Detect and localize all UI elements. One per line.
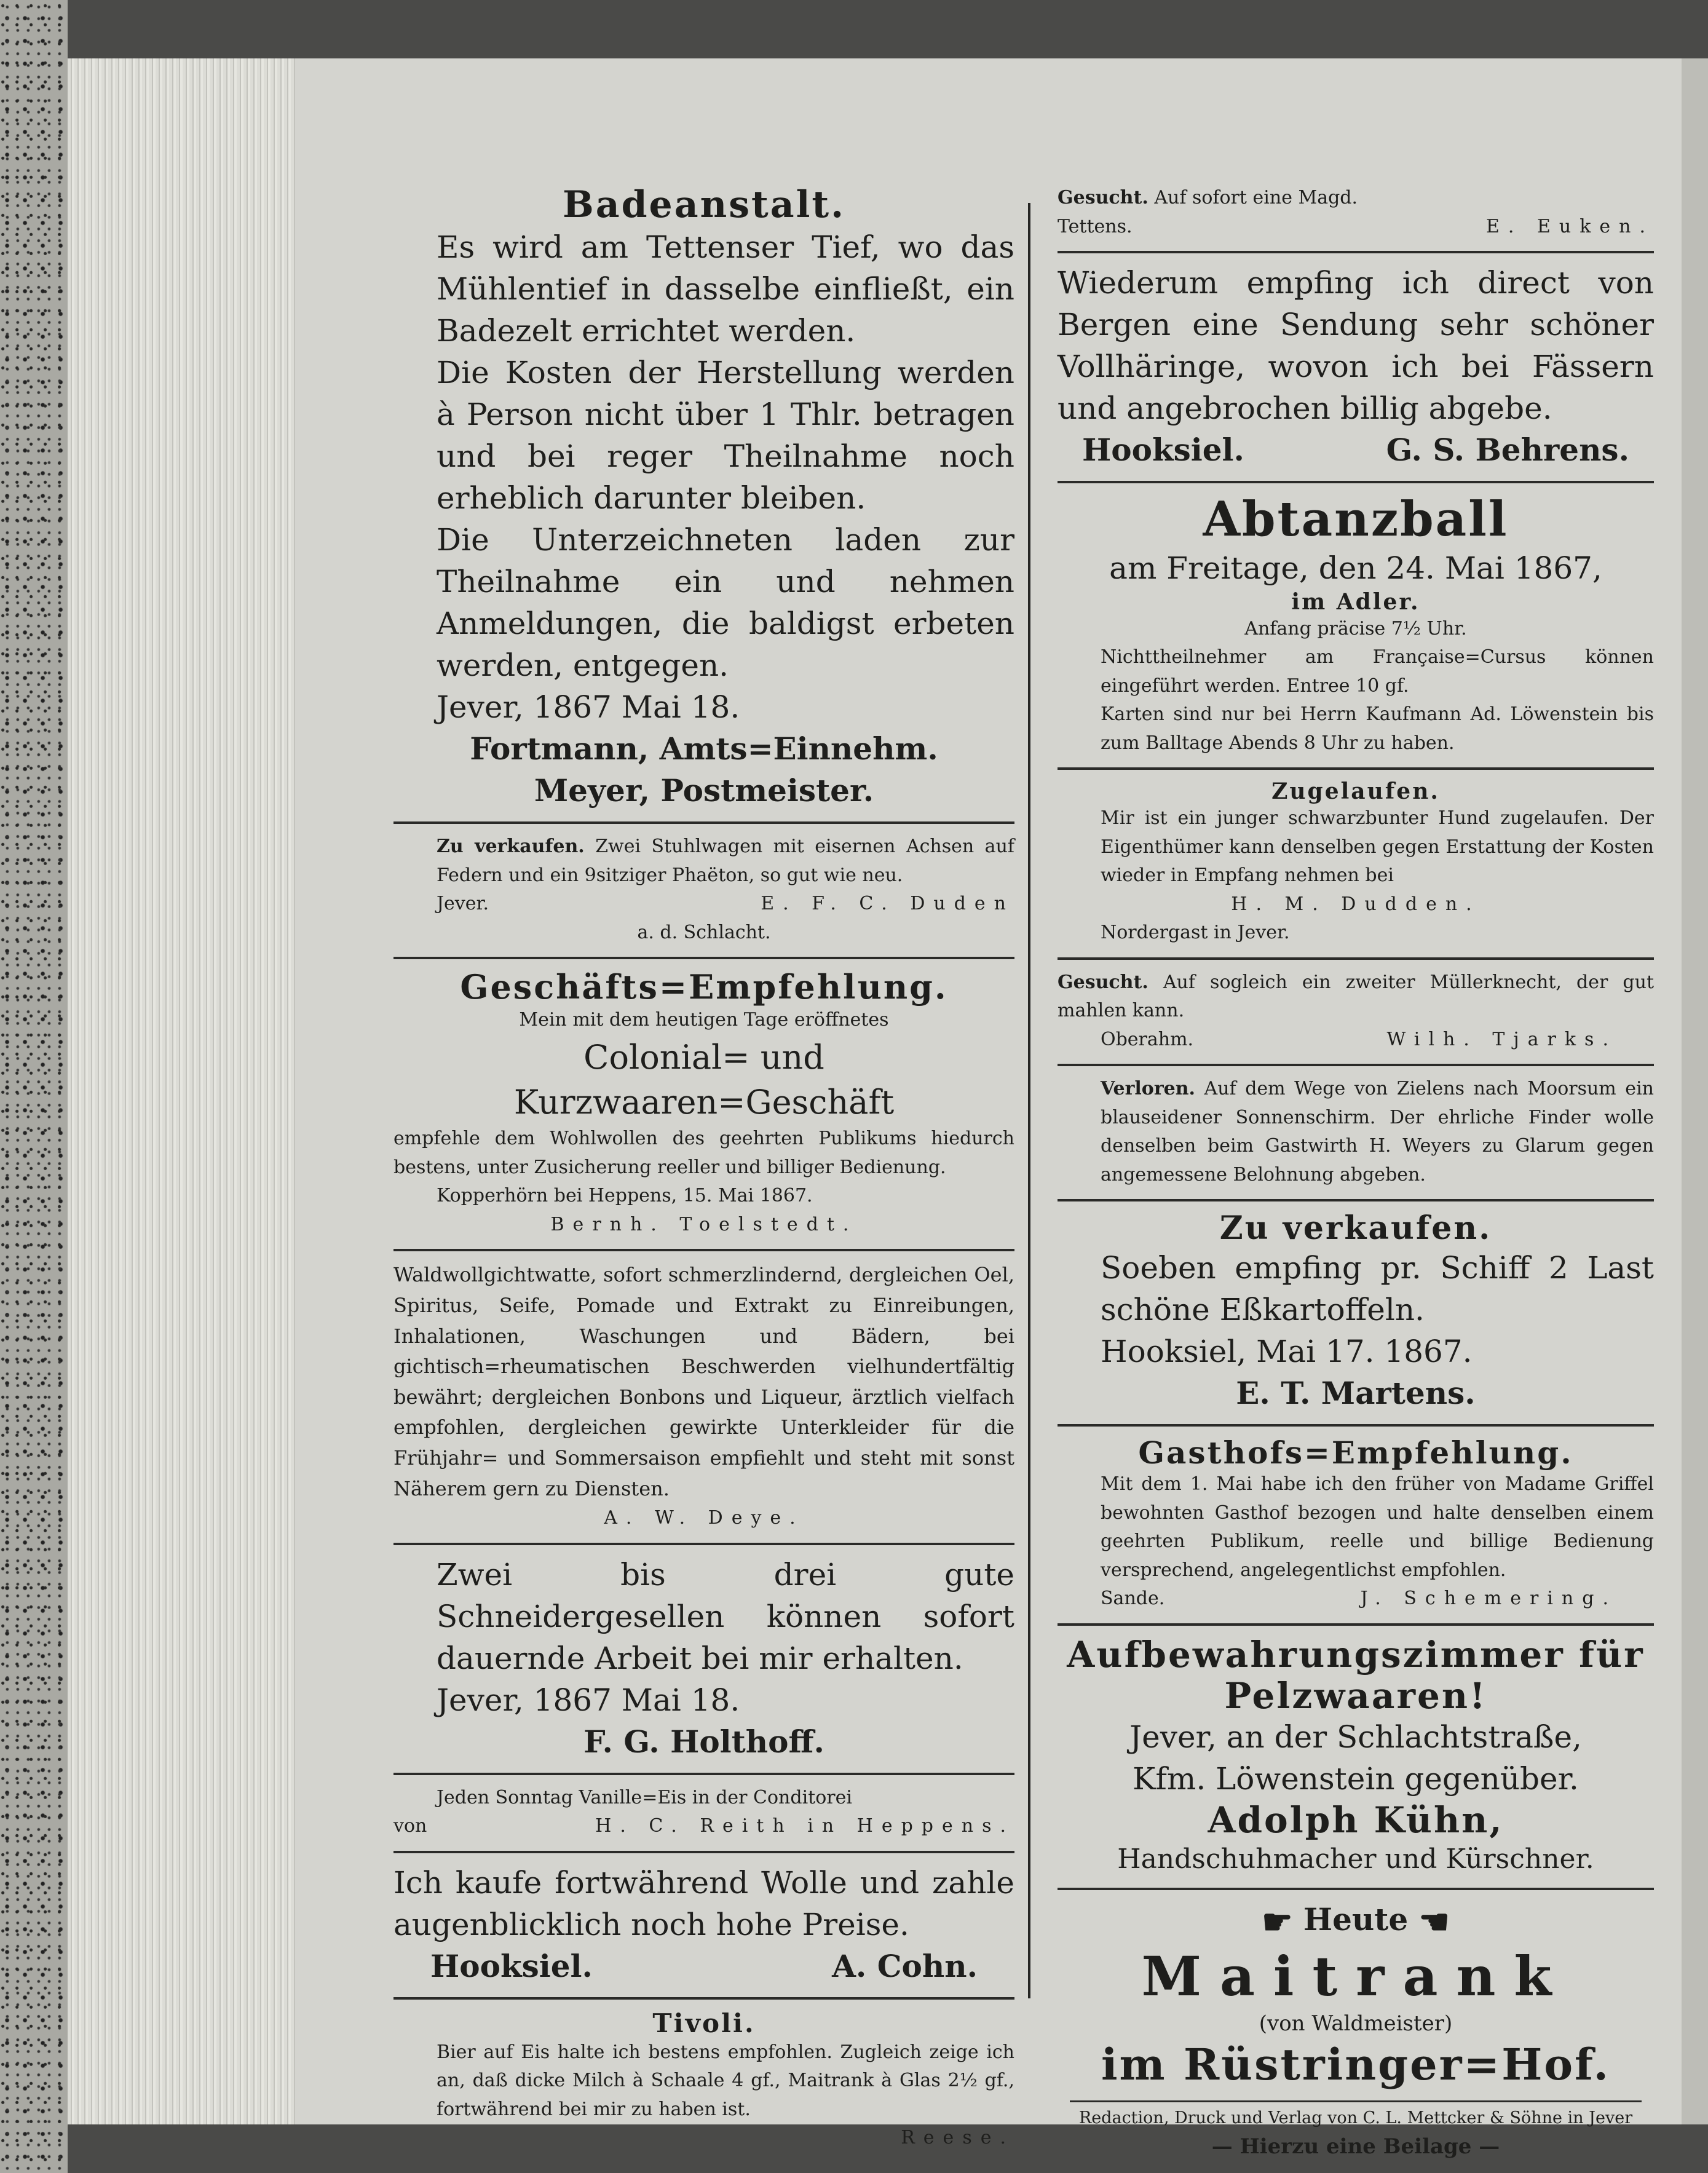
pointing-hand-icon: ☚ [1418, 1901, 1450, 1942]
ad-title: Badeanstalt. [563, 183, 845, 226]
ad-text: Zwei bis drei gute Schneidergesellen können sofort dauernde Arbeit bei mir erhalten. [437, 1556, 1014, 1676]
ad-name: H. M. Dudden. [1231, 893, 1481, 915]
facing-page-edge [1682, 58, 1708, 2124]
ad-name: E. F. C. Duden [761, 893, 1014, 914]
ad-trade: Handschuhmacher und Kürschner. [1117, 1843, 1594, 1875]
ad-gasthof [1058, 1427, 1654, 1626]
ad-intro: Mein mit dem heutigen Tage eröffnetes [519, 1009, 889, 1031]
ad-date: Kopperhörn bei Heppens, 15. Mai 1867. [437, 1185, 813, 1207]
ad-subtitle: (von Waldmeister) [1259, 2011, 1453, 2036]
ad-vanille [393, 1775, 1014, 1853]
ad-name: Wilh. Tjarks. [1386, 1028, 1617, 1050]
ad-waldwoll [393, 1251, 1014, 1545]
ad-paragraph: Es wird am Tettenser Tief, wo das Mühlentief in dasselbe einfließt, ein Badezelt errichtet werden. [437, 229, 1014, 349]
left-column [393, 175, 1014, 2163]
ad-text: Mir ist ein junger schwarzbunter Hund zugelaufen. Der Eigenthümer kann denselben gegen Erstattung der Kosten wieder in Empfang nehmen bei [1101, 807, 1654, 887]
ad-place: Sande. [1101, 1588, 1165, 1610]
ad-text: Nichttheilnehmer am Française=Cursus können eingeführt werden. Entree 10 gf. [1101, 646, 1654, 697]
ad-place: Jever. [437, 893, 489, 914]
ad-paragraph: Die Kosten der Herstellung werden à Person nicht über 1 Thlr. betragen und bei reger Theilnahme noch erheblich darunter bleiben. [437, 355, 1014, 516]
ad-zugelaufen [1058, 770, 1654, 960]
ad-name: E. Euken. [1486, 215, 1654, 237]
ad-signature: Meyer, Postmeister. [534, 772, 874, 809]
ad-text: Auf sogleich ein zweiter Müllerknecht, der gut mahlen kann. [1058, 971, 1655, 1022]
ad-heading: Zu verkaufen. [437, 836, 585, 857]
ad-tivoli [393, 2000, 1014, 2163]
ad-text: Ich kaufe fortwährend Wolle und zahle augenblicklich noch hohe Preise. [393, 1864, 1014, 1942]
ad-heading: Gesucht. [1058, 971, 1149, 993]
right-column [1058, 175, 1654, 2172]
ad-text: Soeben empfing pr. Schiff 2 Last schöne Eßkartoffeln. [1101, 1249, 1654, 1328]
book-page-edges [68, 58, 295, 2124]
imprint: Redaction, Druck und Verlag von C. L. Mettcker & Söhne in Jever [1078, 2108, 1633, 2128]
ad-date: Jever, 1867 Mai 18. [437, 689, 740, 725]
ad-name: J. Schemering. [1360, 1588, 1617, 1610]
ad-schneider [393, 1545, 1014, 1775]
ad-text: Zwei Stuhlwagen mit eisernen Achsen auf Federn und ein 9sitziger Phaëton, so gut wie neu. [437, 836, 1014, 886]
ad-geschaeft [393, 959, 1014, 1251]
ad-zu-verkaufen [393, 824, 1014, 959]
ad-gesucht-magd [1058, 175, 1654, 253]
ad-text: empfehle dem Wohlwollen des geehrten Publikums hiedurch bestens, unter Zusicherung reeller und billiger Bedienung. [393, 1128, 1014, 1178]
ad-title: Abtanzball [1203, 491, 1509, 547]
ad-place: Hooksiel. [1082, 432, 1244, 468]
ad-text: Wiederum empfing ich direct von Bergen eine Sendung sehr schöner Vollhäringe, wovon ich bei Fässern und angebrochen billig abgebe. [1058, 265, 1654, 426]
column-divider [1028, 203, 1030, 1998]
ad-name: G. S. Behrens. [1386, 432, 1629, 468]
ad-text: Jeden Sonntag Vanille=Eis in der Conditorei [437, 1786, 852, 1808]
ad-place: Hooksiel. [430, 1947, 593, 1984]
ad-time: Anfang präcise 7½ Uhr. [1244, 617, 1467, 639]
ad-title: Gasthofs=Empfehlung. [1138, 1434, 1573, 1471]
ad-name: E. T. Martens. [1236, 1374, 1476, 1411]
ad-location: im Adler. [1291, 588, 1420, 615]
ad-place: Oberahm. [1101, 1028, 1194, 1050]
ad-text: Waldwollgichtwatte, sofort schmerzlindernd, dergleichen Oel, Spiritus, Seife, Pomade und Extrakt zu Einreibungen, Inhalationen, Waschungen und Bädern, bei gichtisch=rheumatischen Beschwerden vielhundertfältig bewährt; dergleichen Bonbons und Liqueur, ärztlich vielfach empfohlen, dergleichen gewirkte Unterkleider für die Frühjahr= und Sommersaison empfiehlt und steht mit sonst Näherem gern zu Diensten. [393, 1263, 1014, 1500]
ad-wolle [393, 1853, 1014, 2000]
ad-text: Karten sind nur bei Herrn Kaufmann Ad. Löwenstein bis zum Balltage Abends 8 Uhr zu haben. [1101, 703, 1654, 754]
ad-text: Auf sofort eine Magd. [1154, 187, 1358, 208]
ad-name: Bernh. Toelstedt. [550, 1213, 858, 1235]
ad-heading: Gesucht. [1058, 187, 1149, 208]
ad-word: von [393, 1815, 427, 1837]
ad-title: Geschäfts=Empfehlung. [460, 967, 948, 1007]
ad-title: Aufbewahrungszimmer für Pelzwaaren! [1067, 1633, 1645, 1717]
ad-name: A. Cohn. [832, 1947, 978, 1984]
ad-name: F. G. Holthoff. [583, 1723, 824, 1760]
ad-name: A. W. Deye. [604, 1507, 804, 1529]
pointing-hand-icon: ☛ [1262, 1901, 1293, 1942]
supplement-note: — Hierzu eine Beilage — [1211, 2134, 1500, 2159]
ad-date: am Freitage, den 24. Mai 1867, [1109, 550, 1602, 586]
ad-name: H. C. Reith in Heppens. [595, 1815, 1014, 1837]
ad-line: Kfm. Löwenstein gegenüber. [1133, 1761, 1579, 1797]
ad-date: Hooksiel, Mai 17. 1867. [1101, 1333, 1473, 1369]
ad-paragraph: Die Unterzeichneten laden zur Theilnahme ein und nehmen Anmeldungen, die baldigst erbeten werden, entgegen. [437, 522, 1014, 683]
ad-kartoffeln [1058, 1201, 1654, 1427]
ad-title: Zugelaufen. [1271, 778, 1440, 805]
ad-verloren [1058, 1066, 1654, 1201]
ad-place: Tettens. [1058, 215, 1133, 237]
ad-location: im Rüstringer=Hof. [1101, 2038, 1611, 2090]
ad-headline: Colonial= und Kurzwaaren=Geschäft [513, 1037, 895, 1122]
ad-text: Mit dem 1. Mai habe ich den früher von Madame Griffel bewohnten Gasthof bezogen und halte denselben einem geehrten Publikum, reelle und billige Bedienung versprechend, angelegentlichst empfohlen. [1101, 1473, 1654, 1581]
ad-title: Zu verkaufen. [1219, 1209, 1492, 1248]
ad-text: Auf dem Wege von Zielens nach Moorsum ein blauseidener Sonnenschirm. Der ehrliche Finder wolle denselben beim Gastwirth H. Weyers zu Glarum gegen angemessene Belohnung abgeben. [1101, 1078, 1654, 1185]
ad-heading: Verloren. [1101, 1078, 1195, 1100]
ad-name: Reese. [901, 2127, 1014, 2149]
ad-signature: Fortmann, Amts=Einnehm. [470, 730, 938, 767]
ad-date: Jever, 1867 Mai 18. [437, 1682, 740, 1718]
ad-line: Jever, an der Schlachtstraße, [1129, 1719, 1582, 1755]
ad-gesucht-knecht [1058, 960, 1654, 1067]
ad-name-suffix: a. d. Schlacht. [637, 921, 771, 943]
ad-heute: Heute [1303, 1901, 1409, 1937]
ad-badeanstalt [393, 175, 1014, 824]
ad-abtanzball [1058, 483, 1654, 770]
ad-text: Bier auf Eis halte ich bestens empfohlen. Zugleich zeige ich an, daß dicke Milch à Schaale 4 gf., Maitrank à Glas 2½ gf., fortwährend bei mir zu haben ist. [437, 2041, 1014, 2120]
ad-title: Tivoli. [652, 2008, 756, 2038]
book-cover-edge [0, 0, 68, 2173]
ad-name: Adolph Kühn, [1208, 1799, 1504, 1842]
ad-behrens [1058, 253, 1654, 483]
ad-pelzwaaren [1058, 1626, 1654, 1890]
ad-maitrank [1058, 1890, 1654, 2172]
ad-place: Nordergast in Jever. [1101, 922, 1290, 944]
ad-title: Maitrank [1141, 1944, 1570, 2009]
